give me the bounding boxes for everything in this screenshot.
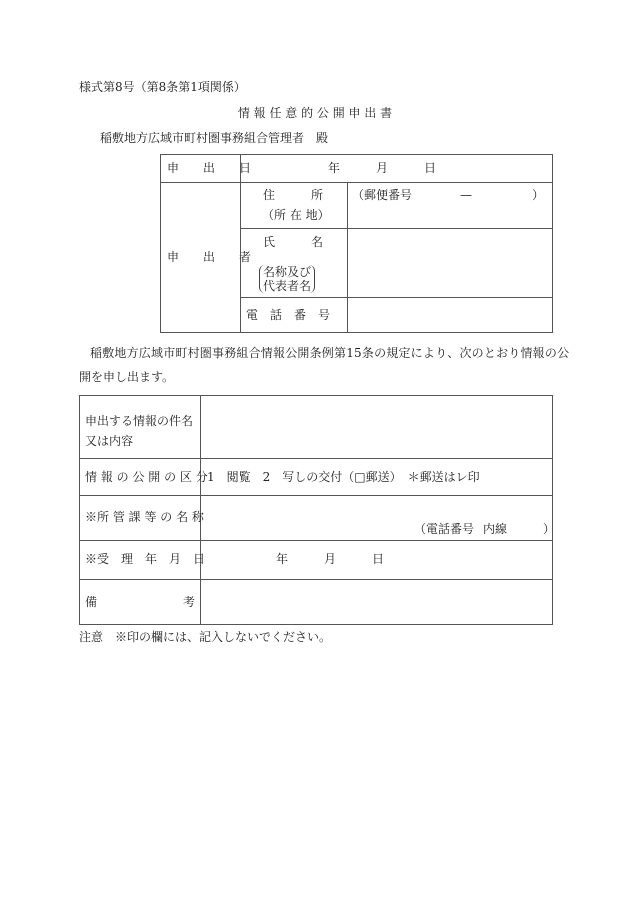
page-title: 情 報 任 意 的 公 開 申 出 書 — [237, 106, 393, 120]
statement-line: 開を申し出ます。 — [79, 370, 175, 384]
address-label: 住 所 — [263, 188, 324, 202]
name-field[interactable] — [348, 229, 552, 296]
subject-field[interactable] — [201, 396, 552, 458]
divider — [160, 182, 553, 183]
applicant-label: 申 出 者 — [167, 250, 252, 264]
subject-label — [85, 411, 193, 451]
note: 注意 ※印の欄には、記入しないでください。 — [79, 630, 332, 644]
divider — [79, 458, 553, 459]
department-label: ※所 管 課 等 の 名 称 — [85, 510, 204, 524]
statement-line: 稲敷地方広域市町村圏事務組合情報公開条例第15条の規定により、次のとおり情報の公 — [90, 346, 570, 360]
name-sublabel-line: 代表者名 — [263, 279, 312, 293]
subject-label-line: 又は内容 — [85, 434, 134, 448]
addressee: 稲敷地方広域市町村圏事務組合管理者 殿 — [100, 131, 329, 145]
remarks-label: 備 — [85, 595, 98, 609]
department-ext-label: 内線 ） — [483, 522, 556, 536]
address-sublabel: （所 在 地） — [262, 208, 330, 222]
category-options[interactable]: 1 閲覧 2 写しの交付（□郵送） ＊郵送はレ印 — [207, 470, 480, 484]
received-date: 年 月 日 — [276, 552, 385, 566]
phone-field[interactable] — [348, 298, 552, 332]
divider — [240, 154, 241, 333]
name-sublabel — [259, 265, 315, 293]
address-field[interactable]: （郵便番号 — ） — [352, 188, 545, 202]
phone-label: 電 話 番 号 — [246, 308, 331, 322]
remarks-field[interactable] — [201, 580, 552, 624]
name-label: 氏 名 — [263, 235, 324, 249]
remarks-label: 考 — [183, 595, 196, 609]
date-field[interactable]: 年 月 日 — [328, 161, 437, 175]
department-phone-label: （電話番号 — [414, 522, 475, 536]
date-label: 申 出 日 — [167, 161, 252, 175]
name-sublabel-line: 名称及び — [263, 265, 312, 279]
received-label: ※受 理 年 月 日 — [85, 552, 206, 566]
divider — [79, 495, 553, 496]
divider — [79, 540, 553, 541]
subject-label-line: 申出する情報の件名 — [85, 414, 194, 428]
form-number: 様式第8号（第8条第1項関係） — [79, 80, 246, 94]
category-label: 情 報 の 公 開 の 区 分 — [85, 470, 208, 484]
